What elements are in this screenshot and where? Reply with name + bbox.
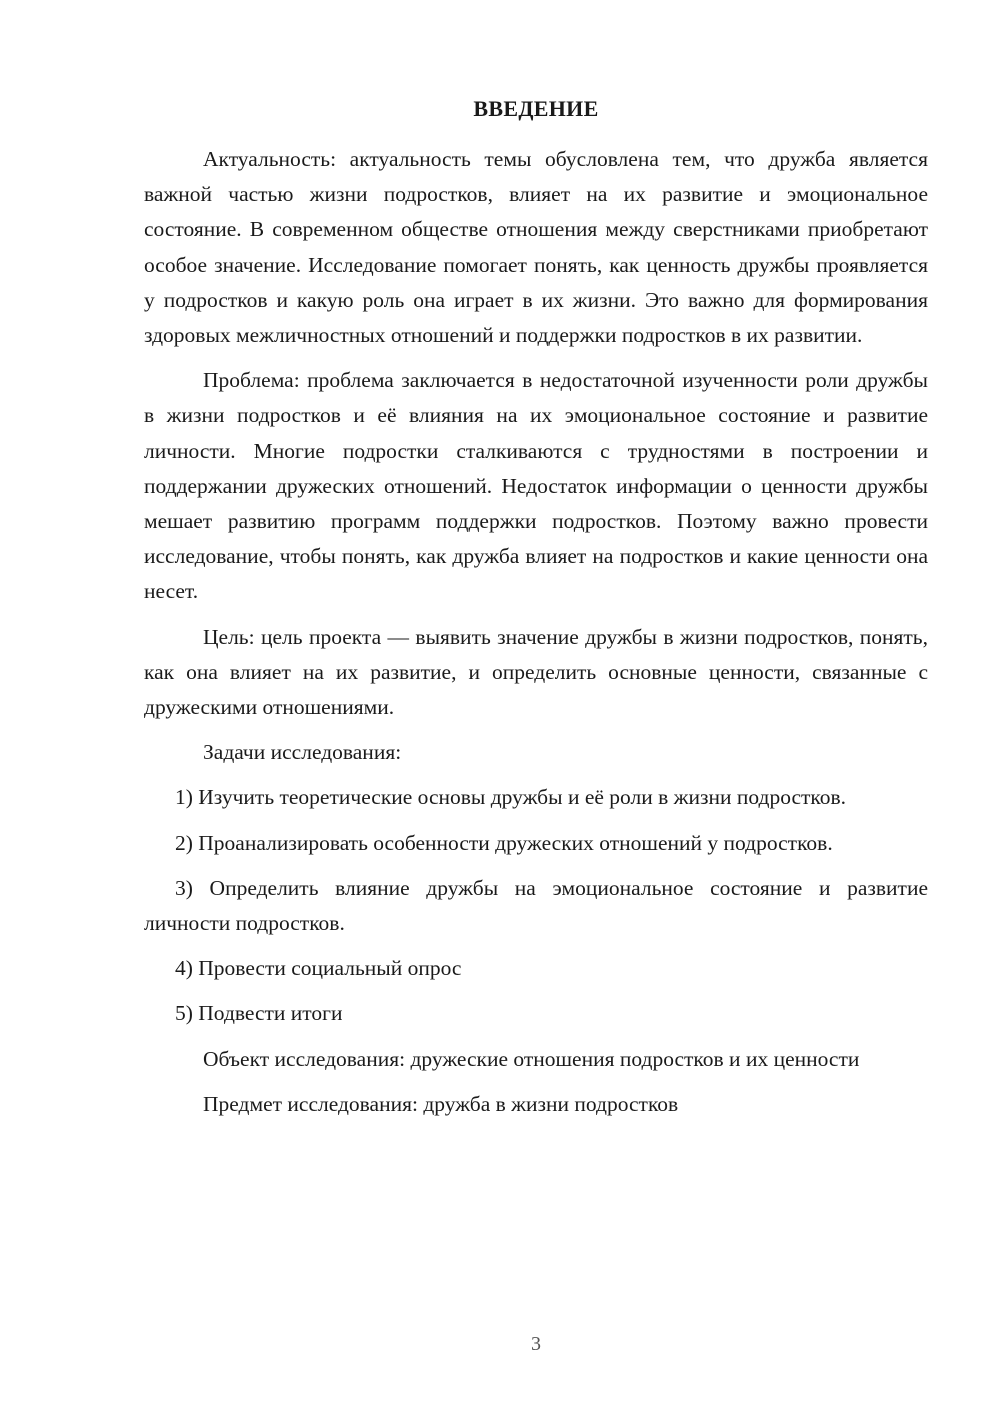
section-title: ВВЕДЕНИЕ xyxy=(473,96,599,121)
task-item-5: 5) Подвести итоги xyxy=(175,1001,343,1026)
paragraph-subject: Предмет исследования: дружба в жизни подростков xyxy=(203,1091,679,1116)
task-item-1: 1) Изучить теоретические основы дружбы и её роли в жизни подростков. xyxy=(175,785,847,810)
paragraph-goal: Цель: цель проекта — выявить значение дружбы в жизни подростков, понять, как она влияет на их развитие, и определить основные ценности, связанные с дружескими отношениями. xyxy=(144,624,928,720)
task-item-3: 3) Определить влияние дружбы на эмоциональное состояние и развитие личности подростков. xyxy=(144,875,928,936)
tasks-heading: Задачи исследования: xyxy=(203,740,402,765)
document-body xyxy=(144,142,928,1122)
task-item-4: 4) Провести социальный опрос xyxy=(175,956,462,981)
paragraph-problem: Проблема: проблема заключается в недостаточной изученности роли дружбы в жизни подростков и её влияния на их эмоциональное состояние и развитие личности. Многие подростки сталкиваются с трудностями в построении и поддержании дружеских отношений. Недостаток информации о ценности дружбы мешает развитию программ поддержки подростков. Поэтому важно провести исследование, чтобы понять, как дружба влияет на подростков и какие ценности она несет. xyxy=(144,368,928,604)
paragraph-relevance: Актуальность: актуальность темы обусловлена тем, что дружба является важной частью жизни подростков, влияет на их развитие и эмоциональное состояние. В современном обществе отношения между сверстниками приобретают особое значение. Исследование помогает понять, как ценность дружбы проявляется у подростков и какую роль она играет в их жизни. Это важно для формирования здоровых межличностных отношений и поддержки подростков в их развитии. xyxy=(144,147,928,348)
task-item-2: 2) Проанализировать особенности дружеских отношений у подростков. xyxy=(175,830,833,855)
page-number: 3 xyxy=(531,1333,541,1355)
paragraph-object: Объект исследования: дружеские отношения подростков и их ценности xyxy=(203,1046,860,1071)
